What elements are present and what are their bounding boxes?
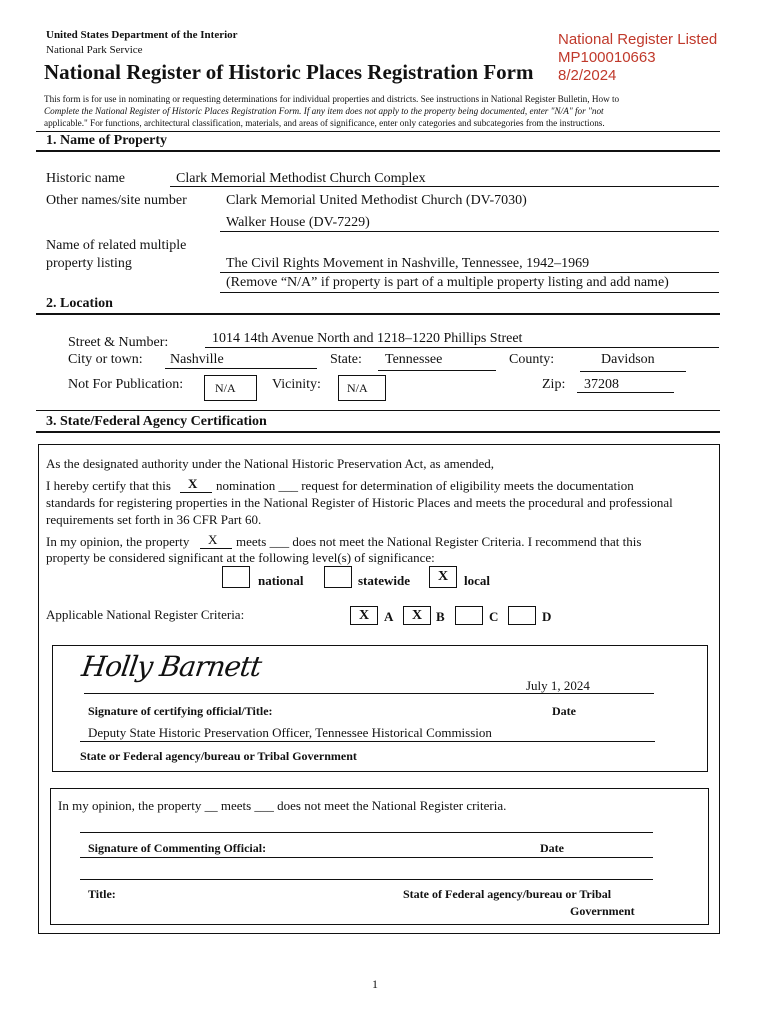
related-listing-value: The Civil Rights Movement in Nashville, Tennessee, 1942–1969 xyxy=(226,256,590,271)
zip-label: Zip: xyxy=(542,377,566,392)
certifying-official-title: Deputy State Historic Preservation Officer, Tennessee Historical Commission xyxy=(88,725,492,740)
comment-opinion-text: In my opinion, the property __ meets ___ does not meet the National Register criteria. xyxy=(58,798,507,813)
intro-line-3: applicable." For functions, architectural classification, materials, and areas of significance, enter only categories and subcategories from the instructions. xyxy=(44,118,605,128)
zip-value: 37208 xyxy=(584,377,619,392)
criteria-label: Applicable National Register Criteria: xyxy=(46,607,245,622)
criterion-d-checkbox[interactable] xyxy=(508,606,536,625)
street-value: 1014 14th Avenue North and 1218–1220 Phillips Street xyxy=(212,331,523,346)
certify-suffix: nomination ___ request for determination of eligibility meets the documentation xyxy=(216,478,634,493)
agency-name: United States Department of the Interior xyxy=(46,29,238,41)
intro-line-2: Complete the National Register of Historic Places Registration Form. If any item does not apply to the property being documented, enter "N/A" for "not xyxy=(44,106,604,116)
level-statewide-label: statewide xyxy=(358,573,410,588)
certifying-date-label: Date xyxy=(552,704,576,718)
listed-stamp-line1: National Register Listed xyxy=(558,31,718,48)
criterion-c-label: C xyxy=(489,609,499,624)
nomination-mark[interactable]: X xyxy=(188,476,198,491)
other-names-value-1: Clark Memorial United Methodist Church (DV-7030) xyxy=(226,193,527,208)
certification-date: July 1, 2024 xyxy=(526,678,590,693)
level-national-checkbox[interactable] xyxy=(222,566,250,588)
certify-line-2: standards for registering properties in the National Register of Historic Places and meets the procedural and professional xyxy=(46,495,673,510)
street-label: Street & Number: xyxy=(68,335,169,350)
section1-heading: 1. Name of Property xyxy=(46,133,168,148)
state-value: Tennessee xyxy=(385,352,443,367)
criterion-b-label: B xyxy=(436,609,445,624)
county-value: Davidson xyxy=(601,352,655,367)
certifying-signature-label: Signature of certifying official/Title: xyxy=(88,704,273,718)
opinion-prefix: In my opinion, the property xyxy=(46,534,190,549)
criterion-a-label: A xyxy=(384,609,394,624)
county-label: County: xyxy=(509,352,555,367)
certifying-signature: Holly Barnett xyxy=(79,650,263,683)
other-names-label: Other names/site number xyxy=(46,193,187,208)
page-number: 1 xyxy=(372,977,378,991)
section3-heading: 3. State/Federal Agency Certification xyxy=(46,414,267,429)
vicinity-field[interactable]: N/A xyxy=(338,375,386,401)
opinion-line-2: property be considered significant at the following level(s) of significance: xyxy=(46,550,435,565)
section2-heading: 2. Location xyxy=(46,296,113,311)
criterion-c-checkbox[interactable] xyxy=(455,606,483,625)
listed-stamp-reference: MP100010663 xyxy=(558,49,656,66)
criterion-a-checkbox[interactable]: X xyxy=(350,606,378,625)
vicinity-label: Vicinity: xyxy=(272,377,321,392)
commenting-date-label: Date xyxy=(540,841,564,855)
certify-prefix: I hereby certify that this xyxy=(46,478,171,493)
historic-name-value: Clark Memorial Methodist Church Complex xyxy=(176,171,426,186)
intro-line-1: This form is for use in nominating or requesting determinations for individual properties and districts. See instructions in National Register Bulletin, How to xyxy=(44,94,620,104)
commenting-signature-label: Signature of Commenting Official: xyxy=(88,841,267,855)
criterion-b-checkbox[interactable]: X xyxy=(403,606,431,625)
related-listing-note: (Remove “N/A” if property is part of a multiple property listing and add name) xyxy=(226,275,669,290)
authority-statement: As the designated authority under the National Historic Preservation Act, as amended, xyxy=(46,456,495,471)
related-listing-label-2: property listing xyxy=(46,256,132,271)
agency-bureau-label: State or Federal agency/bureau or Tribal Government xyxy=(80,749,357,763)
historic-name-label: Historic name xyxy=(46,171,125,186)
city-value: Nashville xyxy=(170,352,224,367)
commenting-title-label: Title: xyxy=(88,887,116,901)
form-title: National Register of Historic Places Registration Form xyxy=(44,60,534,84)
opinion-suffix: meets ___ does not meet the National Register Criteria. I recommend that this xyxy=(236,534,642,549)
level-local-checkbox[interactable]: X xyxy=(429,566,457,588)
commenting-agency-label-1: State of Federal agency/bureau or Tribal xyxy=(403,887,612,901)
not-for-publication-field[interactable]: N/A xyxy=(204,375,257,401)
state-label: State: xyxy=(330,352,362,367)
criterion-d-label: D xyxy=(542,609,552,624)
level-local-label: local xyxy=(464,573,490,588)
commenting-agency-label-2: Government xyxy=(570,904,635,918)
level-statewide-checkbox[interactable] xyxy=(324,566,352,588)
listed-stamp-date: 8/2/2024 xyxy=(558,67,617,84)
meets-mark[interactable]: X xyxy=(208,532,218,547)
city-label: City or town: xyxy=(68,352,143,367)
service-name: National Park Service xyxy=(46,44,143,56)
level-national-label: national xyxy=(258,573,304,588)
not-for-publication-label: Not For Publication: xyxy=(68,377,184,392)
other-names-value-2: Walker House (DV-7229) xyxy=(226,215,370,230)
related-listing-label-1: Name of related multiple xyxy=(46,238,187,253)
certify-line-3: requirements set forth in 36 CFR Part 60. xyxy=(46,512,262,527)
